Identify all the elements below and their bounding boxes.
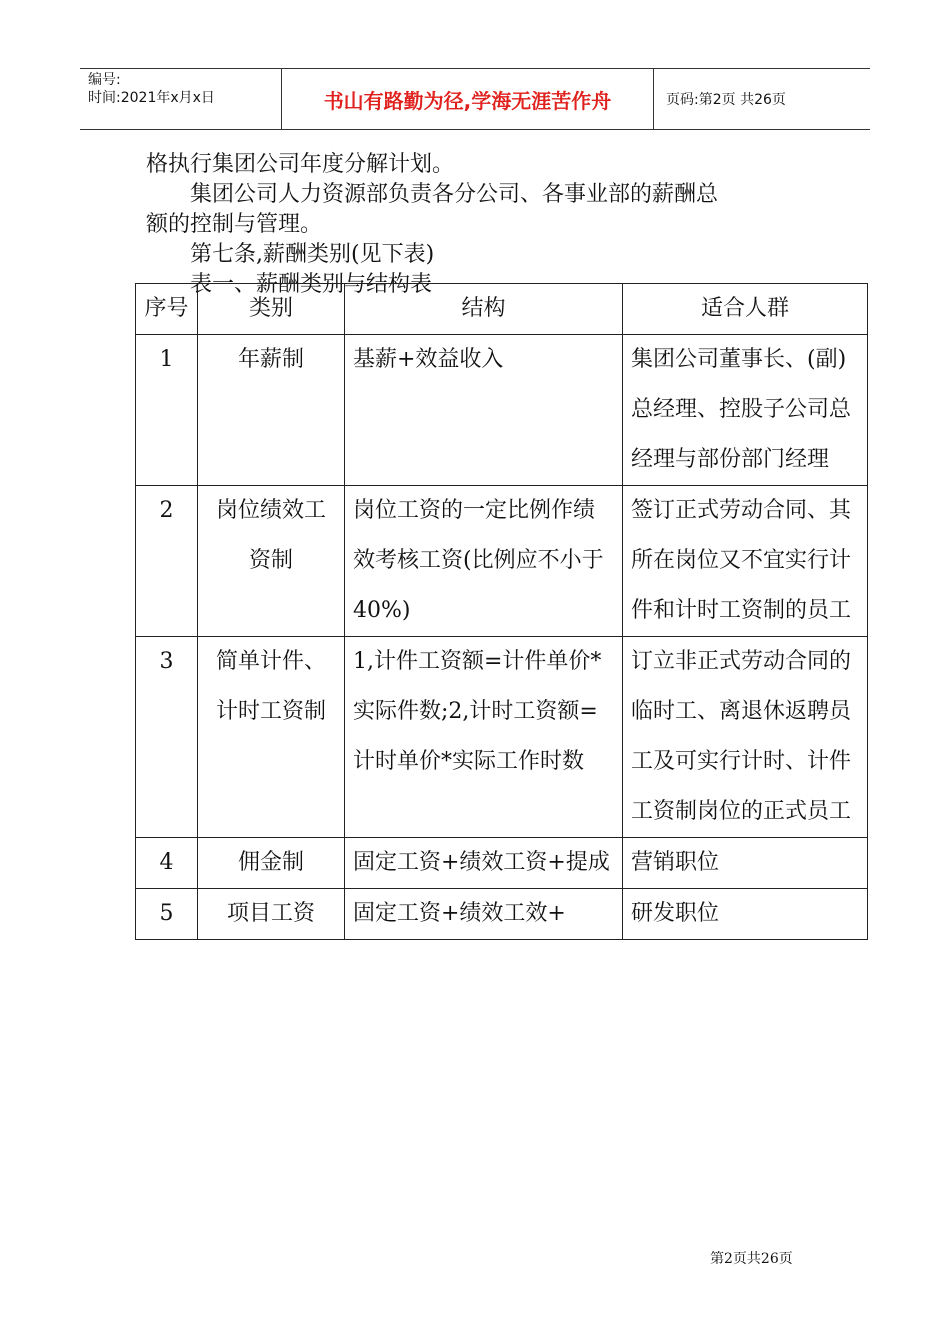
header-cell-audience: 适合人群 [623,284,868,335]
cell-structure: 1,计件工资额=计件单价*实际件数;2,计时工资额=计时单价*实际工作时数 [345,637,623,838]
cell-structure: 基薪+效益收入 [345,335,623,486]
cell-audience: 研发职位 [623,889,868,940]
number-label: 编号: [88,72,121,88]
cell-audience: 签订正式劳动合同、其所在岗位又不宜实行计件和计时工资制的员工 [623,486,868,637]
body-line: 格执行集团公司年度分解计划。 [146,152,455,177]
table-caption: 表一、薪酬类别与结构表 [190,272,433,297]
cell-index: 3 [136,637,198,838]
body-line: 集团公司人力资源部负责各分公司、各事业部的薪酬总 [190,182,719,207]
table-row [136,838,868,889]
header-cell-category: 类别 [198,284,345,335]
page-footer: 第2页共26页 [710,1251,793,1267]
time-label: 时间:2021年x月x日 [88,90,215,106]
cell-category: 项目工资 [198,889,345,940]
table-header-row [136,284,868,335]
body-line: 额的控制与管理。 [146,212,323,237]
cell-index: 1 [136,335,198,486]
cell-audience: 营销职位 [623,838,868,889]
cell-category: 简单计件、计时工资制 [198,637,345,838]
table-row [136,889,868,940]
page-header [80,68,870,130]
salary-table [135,283,868,940]
body-line: 第七条,薪酬类别(见下表) [190,242,435,267]
cell-structure: 固定工资+绩效工效+ [345,889,623,940]
cell-audience: 集团公司董事长、(副)总经理、控股子公司总经理与部份部门经理 [623,335,868,486]
table-row [136,637,868,838]
body-text [146,150,816,300]
cell-category: 岗位绩效工资制 [198,486,345,637]
table-row [136,486,868,637]
header-cell-structure: 结构 [345,284,623,335]
cell-index: 4 [136,838,198,889]
header-motto: 书山有路勤为径,学海无涯苦作舟 [282,69,654,129]
cell-index: 5 [136,889,198,940]
cell-index: 2 [136,486,198,637]
cell-structure: 岗位工资的一定比例作绩效考核工资(比例应不小于40%) [345,486,623,637]
header-meta [80,69,282,129]
cell-category: 佣金制 [198,838,345,889]
cell-audience: 订立非正式劳动合同的临时工、离退休返聘员工及可实行计时、计件工资制岗位的正式员工 [623,637,868,838]
cell-structure: 固定工资+绩效工资+提成 [345,838,623,889]
cell-category: 年薪制 [198,335,345,486]
header-cell-index: 序号 [136,284,198,335]
table-row [136,335,868,486]
header-page-label: 页码:第2页 共26页 [666,92,786,108]
